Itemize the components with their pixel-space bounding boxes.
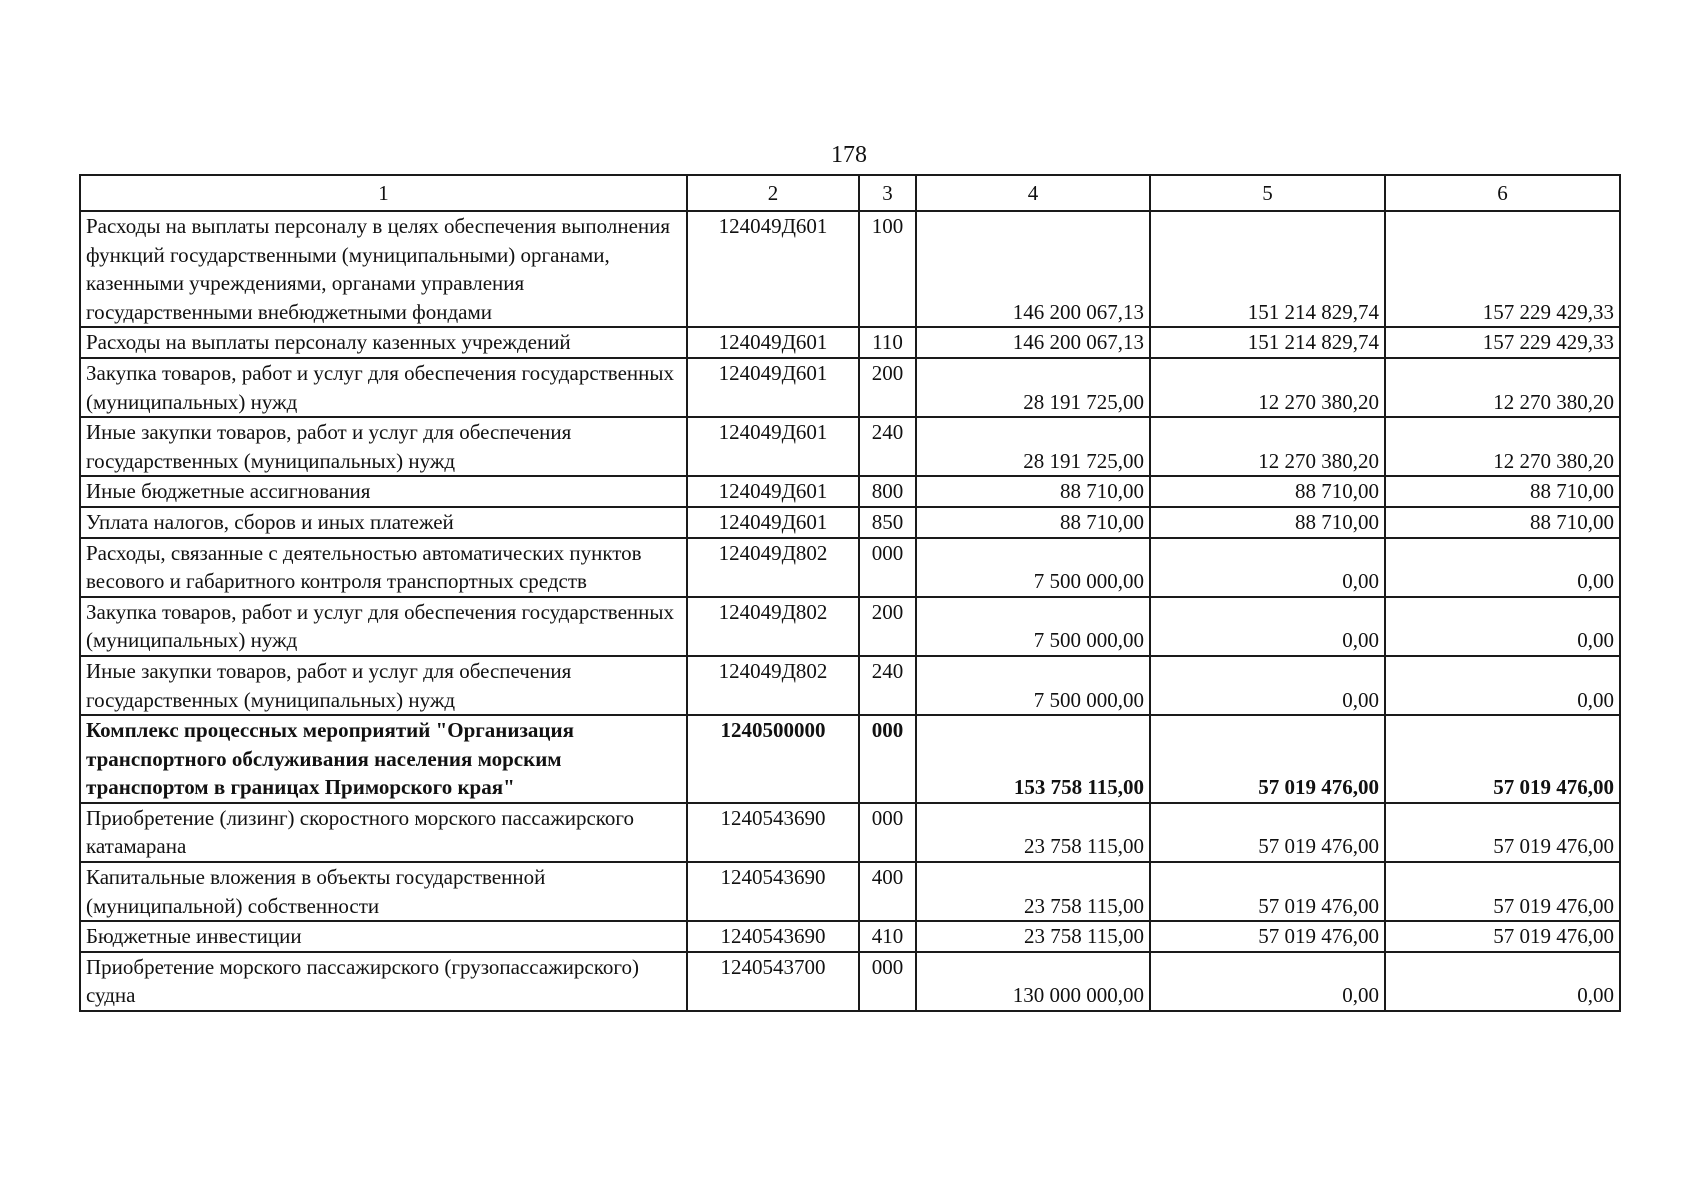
- row-name-cell: Расходы на выплаты персоналу в целях обеспечения выполнения функций государственными (муниципальными) органами, казенными учреждениями, органами управления государственными внебюджетными фондами: [80, 211, 687, 327]
- row-year2-amount: 12 270 380,20: [1150, 358, 1385, 417]
- row-code-cell: 1240543690: [687, 803, 859, 862]
- row-type-cell: 000: [859, 538, 916, 597]
- row-name-cell: Капитальные вложения в объекты государственной (муниципальной) собственности: [80, 862, 687, 921]
- row-name-cell: Закупка товаров, работ и услуг для обеспечения государственных (муниципальных) нужд: [80, 358, 687, 417]
- budget-table: [79, 174, 1621, 1012]
- row-year3-amount: 57 019 476,00: [1385, 862, 1620, 921]
- row-code-cell: 1240543700: [687, 952, 859, 1011]
- row-year2-amount: 0,00: [1150, 656, 1385, 715]
- header-row: [80, 175, 1620, 211]
- row-year1-amount: 23 758 115,00: [916, 862, 1150, 921]
- row-name-cell: Расходы на выплаты персоналу казенных учреждений: [80, 327, 687, 358]
- table-row: [80, 921, 1620, 952]
- row-code-cell: 124049Д601: [687, 417, 859, 476]
- row-year3-amount: 0,00: [1385, 597, 1620, 656]
- table-row: [80, 417, 1620, 476]
- row-name-cell: Приобретение (лизинг) скоростного морского пассажирского катамарана: [80, 803, 687, 862]
- table-row: [80, 476, 1620, 507]
- row-year3-amount: 12 270 380,20: [1385, 417, 1620, 476]
- row-year1-amount: 28 191 725,00: [916, 417, 1150, 476]
- row-year2-amount: 0,00: [1150, 952, 1385, 1011]
- row-year3-amount: 157 229 429,33: [1385, 211, 1620, 327]
- row-type-cell: 000: [859, 952, 916, 1011]
- row-year1-amount: 7 500 000,00: [916, 538, 1150, 597]
- row-type-cell: 100: [859, 211, 916, 327]
- column-header-2: 2: [687, 175, 859, 211]
- row-year2-amount: 88 710,00: [1150, 507, 1385, 538]
- row-year2-amount: 57 019 476,00: [1150, 921, 1385, 952]
- row-name-cell: Приобретение морского пассажирского (грузопассажирского) судна: [80, 952, 687, 1011]
- table-body: [80, 211, 1620, 1011]
- row-code-cell: 124049Д601: [687, 327, 859, 358]
- row-name-cell: Комплекс процессных мероприятий "Организация транспортного обслуживания населения морским транспортом в границах Приморского края": [80, 715, 687, 803]
- row-year1-amount: 146 200 067,13: [916, 327, 1150, 358]
- row-code-cell: 124049Д802: [687, 538, 859, 597]
- row-name-cell: Закупка товаров, работ и услуг для обеспечения государственных (муниципальных) нужд: [80, 597, 687, 656]
- row-year2-amount: 57 019 476,00: [1150, 715, 1385, 803]
- row-year1-amount: 153 758 115,00: [916, 715, 1150, 803]
- row-year1-amount: 146 200 067,13: [916, 211, 1150, 327]
- row-year3-amount: 0,00: [1385, 538, 1620, 597]
- row-type-cell: 800: [859, 476, 916, 507]
- row-year3-amount: 88 710,00: [1385, 476, 1620, 507]
- row-code-cell: 124049Д802: [687, 656, 859, 715]
- row-type-cell: 000: [859, 715, 916, 803]
- row-type-cell: 240: [859, 417, 916, 476]
- row-name-cell: Уплата налогов, сборов и иных платежей: [80, 507, 687, 538]
- page-number: 178: [831, 142, 867, 168]
- row-year2-amount: 0,00: [1150, 597, 1385, 656]
- row-code-cell: 124049Д601: [687, 507, 859, 538]
- column-header-3: 3: [859, 175, 916, 211]
- table-row: [80, 862, 1620, 921]
- row-type-cell: 240: [859, 656, 916, 715]
- row-year2-amount: 0,00: [1150, 538, 1385, 597]
- row-year1-amount: 7 500 000,00: [916, 597, 1150, 656]
- row-code-cell: 1240500000: [687, 715, 859, 803]
- row-year2-amount: 57 019 476,00: [1150, 862, 1385, 921]
- table-row: [80, 538, 1620, 597]
- row-year3-amount: 57 019 476,00: [1385, 921, 1620, 952]
- row-year1-amount: 7 500 000,00: [916, 656, 1150, 715]
- row-year1-amount: 28 191 725,00: [916, 358, 1150, 417]
- row-name-cell: Расходы, связанные с деятельностью автоматических пунктов весового и габаритного контроля транспортных средств: [80, 538, 687, 597]
- table-row: [80, 327, 1620, 358]
- table-row: [80, 358, 1620, 417]
- row-type-cell: 000: [859, 803, 916, 862]
- row-type-cell: 200: [859, 597, 916, 656]
- row-year2-amount: 88 710,00: [1150, 476, 1385, 507]
- row-year2-amount: 12 270 380,20: [1150, 417, 1385, 476]
- row-year3-amount: 0,00: [1385, 656, 1620, 715]
- table-header: [80, 175, 1620, 211]
- table-row: [80, 952, 1620, 1011]
- row-type-cell: 200: [859, 358, 916, 417]
- table-row: [80, 211, 1620, 327]
- table-row: [80, 507, 1620, 538]
- row-year1-amount: 23 758 115,00: [916, 921, 1150, 952]
- row-type-cell: 400: [859, 862, 916, 921]
- table-row: [80, 803, 1620, 862]
- row-code-cell: 124049Д802: [687, 597, 859, 656]
- column-header-6: 6: [1385, 175, 1620, 211]
- row-code-cell: 124049Д601: [687, 211, 859, 327]
- row-code-cell: 124049Д601: [687, 476, 859, 507]
- row-year3-amount: 12 270 380,20: [1385, 358, 1620, 417]
- row-year3-amount: 57 019 476,00: [1385, 715, 1620, 803]
- row-name-cell: Иные бюджетные ассигнования: [80, 476, 687, 507]
- row-type-cell: 110: [859, 327, 916, 358]
- row-name-cell: Бюджетные инвестиции: [80, 921, 687, 952]
- row-year1-amount: 130 000 000,00: [916, 952, 1150, 1011]
- row-year2-amount: 57 019 476,00: [1150, 803, 1385, 862]
- row-year3-amount: 88 710,00: [1385, 507, 1620, 538]
- row-year3-amount: 0,00: [1385, 952, 1620, 1011]
- row-year3-amount: 57 019 476,00: [1385, 803, 1620, 862]
- table-row: [80, 656, 1620, 715]
- row-year1-amount: 23 758 115,00: [916, 803, 1150, 862]
- table-row: [80, 597, 1620, 656]
- row-code-cell: 1240543690: [687, 921, 859, 952]
- row-year3-amount: 157 229 429,33: [1385, 327, 1620, 358]
- row-name-cell: Иные закупки товаров, работ и услуг для обеспечения государственных (муниципальных) нужд: [80, 417, 687, 476]
- row-year2-amount: 151 214 829,74: [1150, 211, 1385, 327]
- row-year1-amount: 88 710,00: [916, 476, 1150, 507]
- row-type-cell: 410: [859, 921, 916, 952]
- table-row: [80, 715, 1620, 803]
- row-year2-amount: 151 214 829,74: [1150, 327, 1385, 358]
- column-header-5: 5: [1150, 175, 1385, 211]
- column-header-4: 4: [916, 175, 1150, 211]
- row-year1-amount: 88 710,00: [916, 507, 1150, 538]
- row-code-cell: 1240543690: [687, 862, 859, 921]
- row-name-cell: Иные закупки товаров, работ и услуг для обеспечения государственных (муниципальных) нужд: [80, 656, 687, 715]
- row-code-cell: 124049Д601: [687, 358, 859, 417]
- column-header-1: 1: [80, 175, 687, 211]
- row-type-cell: 850: [859, 507, 916, 538]
